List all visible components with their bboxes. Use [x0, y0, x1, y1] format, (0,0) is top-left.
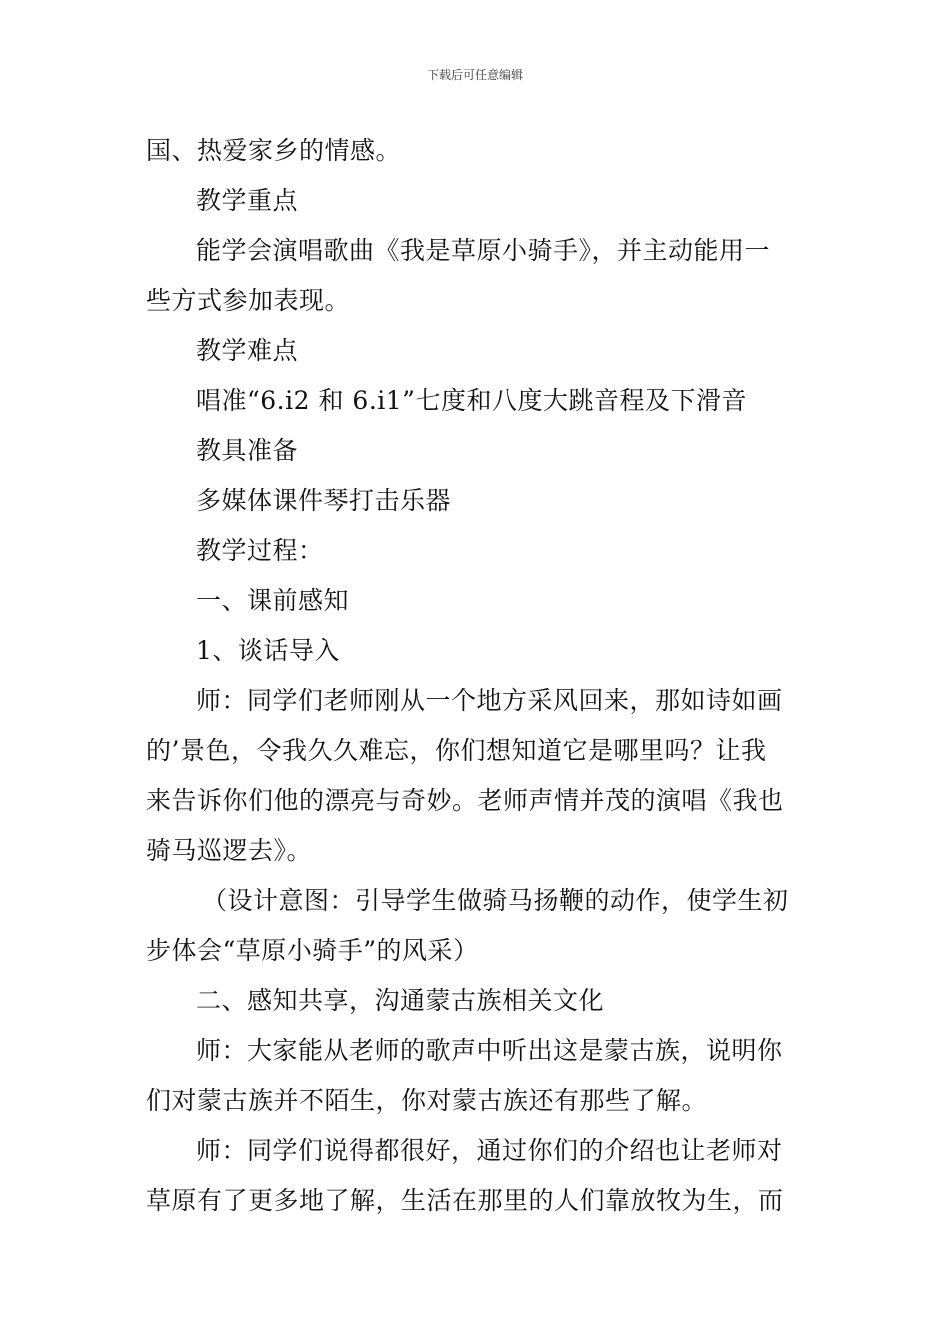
section-heading: 二、感知共享，沟通蒙古族相关文化	[196, 986, 605, 1015]
text-line: 唱准“6.i2 和 6.i1”七度和八度大跳音程及下滑音	[196, 386, 747, 415]
text-line: 草原有了更多地了解，生活在那里的人们靠放牧为生，而	[146, 1186, 784, 1215]
section-heading: 教学难点	[196, 336, 299, 365]
text-line: 师：同学们老师刚从一个地方采风回来，那如诗如画	[196, 686, 783, 715]
text-line: 骑马巡逻去》。	[146, 836, 313, 865]
text-line: 些方式参加表现。	[146, 286, 351, 315]
text-line: 能学会演唱歌曲《我是草原小骑手》，并主动能用一	[196, 236, 771, 265]
text-line: 师：同学们说得都很好，通过你们的介绍也让老师对	[196, 1136, 783, 1165]
text-line: 们对蒙古族并不陌生，你对蒙古族还有那些了解。	[146, 1086, 708, 1115]
sub-heading: 1、谈话导入	[196, 636, 340, 665]
text-line: 来告诉你们他的漂亮与奇妙。老师声情并茂的演唱《我也	[146, 786, 784, 815]
text-line: 师：大家能从老师的歌声中听出这是蒙古族，说明你	[196, 1036, 783, 1065]
document-body	[146, 126, 806, 1226]
section-heading: 一、课前感知	[196, 586, 350, 615]
design-note: 步体会“草原小骑手”的风采）	[146, 936, 479, 965]
section-heading: 教具准备	[196, 436, 299, 465]
section-heading: 教学重点	[196, 186, 299, 215]
text-line: 多媒体课件琴打击乐器	[196, 486, 452, 515]
text-line: 的’景色，令我久久难忘，你们想知道它是哪里吗？让我	[146, 736, 767, 765]
design-note: （设计意图：引导学生做骑马扬鞭的动作，使学生初	[202, 886, 789, 915]
header-note: 下载后可任意编辑	[426, 68, 523, 82]
section-heading: 教学过程：	[196, 536, 324, 565]
text-line: 国、热爱家乡的情感。	[146, 136, 402, 165]
